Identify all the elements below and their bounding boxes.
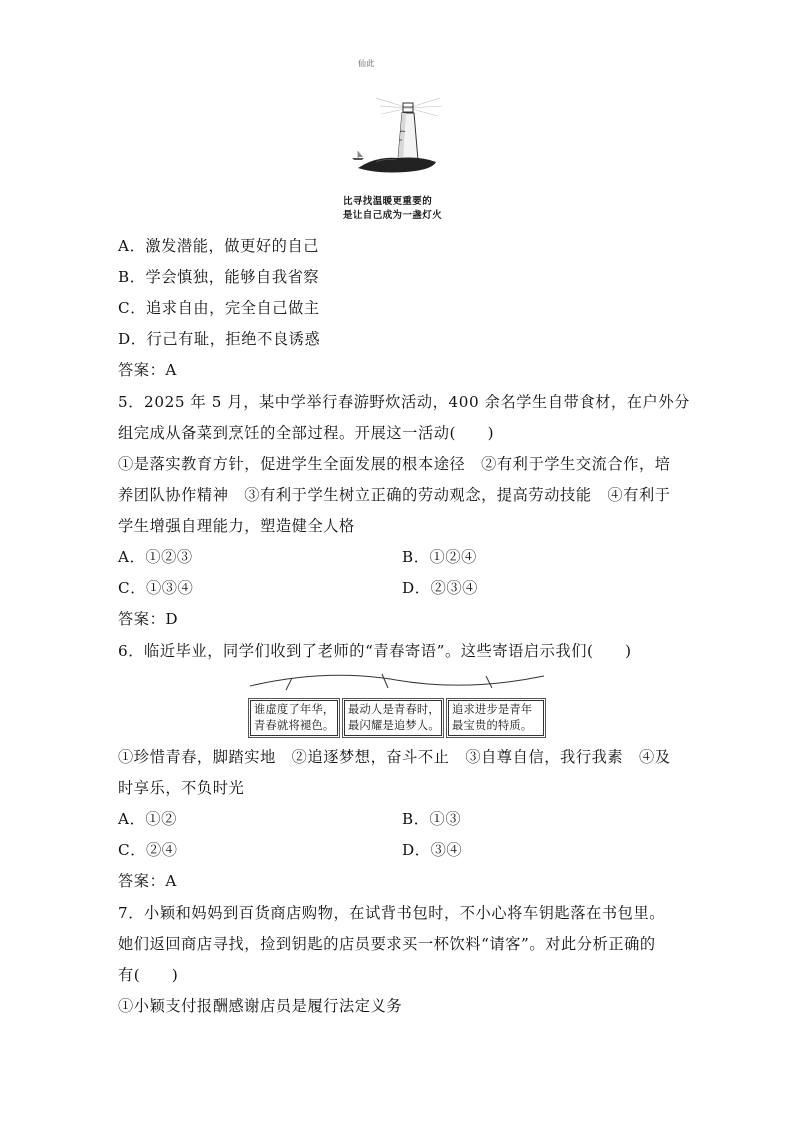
- q7-stem-line2: 她们返回商店寻找，捡到钥匙的店员要求买一杯饮料“请客”。对此分析正确的: [118, 935, 656, 953]
- q5-stem-line2: 组完成从备菜到烹饪的全部过程。开展这一活动( ): [118, 424, 495, 442]
- q6-option-a: A．①②: [118, 810, 177, 828]
- q5-statements-line3: 学生增强自理能力，塑造健全人格: [118, 517, 355, 535]
- message-card-3-line1: 追求进步是青年: [452, 703, 533, 716]
- q4-option-a: A．激发潜能，做更好的自己: [118, 237, 320, 255]
- message-card-2-line1: 最动人是青春时，: [348, 703, 440, 716]
- illustration-signature: 仙此: [358, 59, 375, 68]
- q6-answer: 答案：A: [118, 872, 177, 890]
- q6-option-c: C．②④: [118, 841, 178, 859]
- q4-option-c: C．追求自由，完全自己做主: [118, 299, 320, 317]
- message-card-2: [344, 700, 442, 736]
- message-card-1: [250, 700, 338, 736]
- q4-option-b: B．学会慎独，能够自我省察: [118, 268, 320, 286]
- q6-stem: 6．临近毕业，同学们收到了老师的“青春寄语”。这些寄语启示我们( ): [118, 642, 632, 660]
- q6-statements-line1: ①珍惜青春，脚踏实地 ②追逐梦想，奋斗不止 ③自尊自信，我行我素 ④及: [118, 748, 671, 766]
- q5-option-a: A．①②③: [118, 548, 193, 566]
- q4-answer: 答案：A: [118, 361, 177, 379]
- q7-statements-line1: ①小颖支付报酬感谢店员是履行法定义务: [118, 997, 403, 1015]
- message-card-3: [448, 700, 544, 736]
- q6-statements-line2: 时享乐，不负时光: [118, 779, 245, 797]
- q5-answer: 答案：D: [118, 610, 179, 628]
- q6-option-d: D．③④: [402, 841, 463, 859]
- q7-stem-line3: 有( ): [118, 966, 179, 984]
- message-card-3-line2: 最宝贵的特质。: [452, 719, 533, 732]
- message-card-1-line2: 青春就将褪色。: [254, 719, 335, 732]
- illustration-caption-line2: 是让自己成为一盏灯火: [343, 210, 443, 221]
- q5-stem-line1: 5．2025 年 5 月，某中学举行春游野炊活动，400 余名学生自带食材，在户外分: [118, 393, 690, 411]
- q5-option-d: D．②③④: [402, 579, 478, 597]
- q7-stem-line1: 7．小颖和妈妈到百货商店购物，在试背书包时，不小心将车钥匙落在书包里。: [118, 904, 666, 922]
- q5-option-b: B．①②④: [402, 548, 477, 566]
- q6-option-b: B．①③: [402, 810, 462, 828]
- illustration-caption-line1: 比寻找温暖更重要的: [343, 196, 433, 207]
- q4-option-d: D．行己有耻，拒绝不良诱惑: [118, 330, 321, 348]
- message-card-1-line1: 谁虚度了年华，: [254, 703, 335, 716]
- q5-option-c: C．①③④: [118, 579, 194, 597]
- q5-statements-line1: ①是落实教育方针，促进学生全面发展的根本途径 ②有利于学生交流合作，培: [118, 455, 671, 473]
- message-card-2-line2: 最闪耀是追梦人。: [348, 719, 440, 732]
- q5-statements-line2: 养团队协作精神 ③有利于学生树立正确的劳动观念，提高劳动技能 ④有利于: [118, 486, 671, 504]
- youth-message-cards: [246, 670, 548, 740]
